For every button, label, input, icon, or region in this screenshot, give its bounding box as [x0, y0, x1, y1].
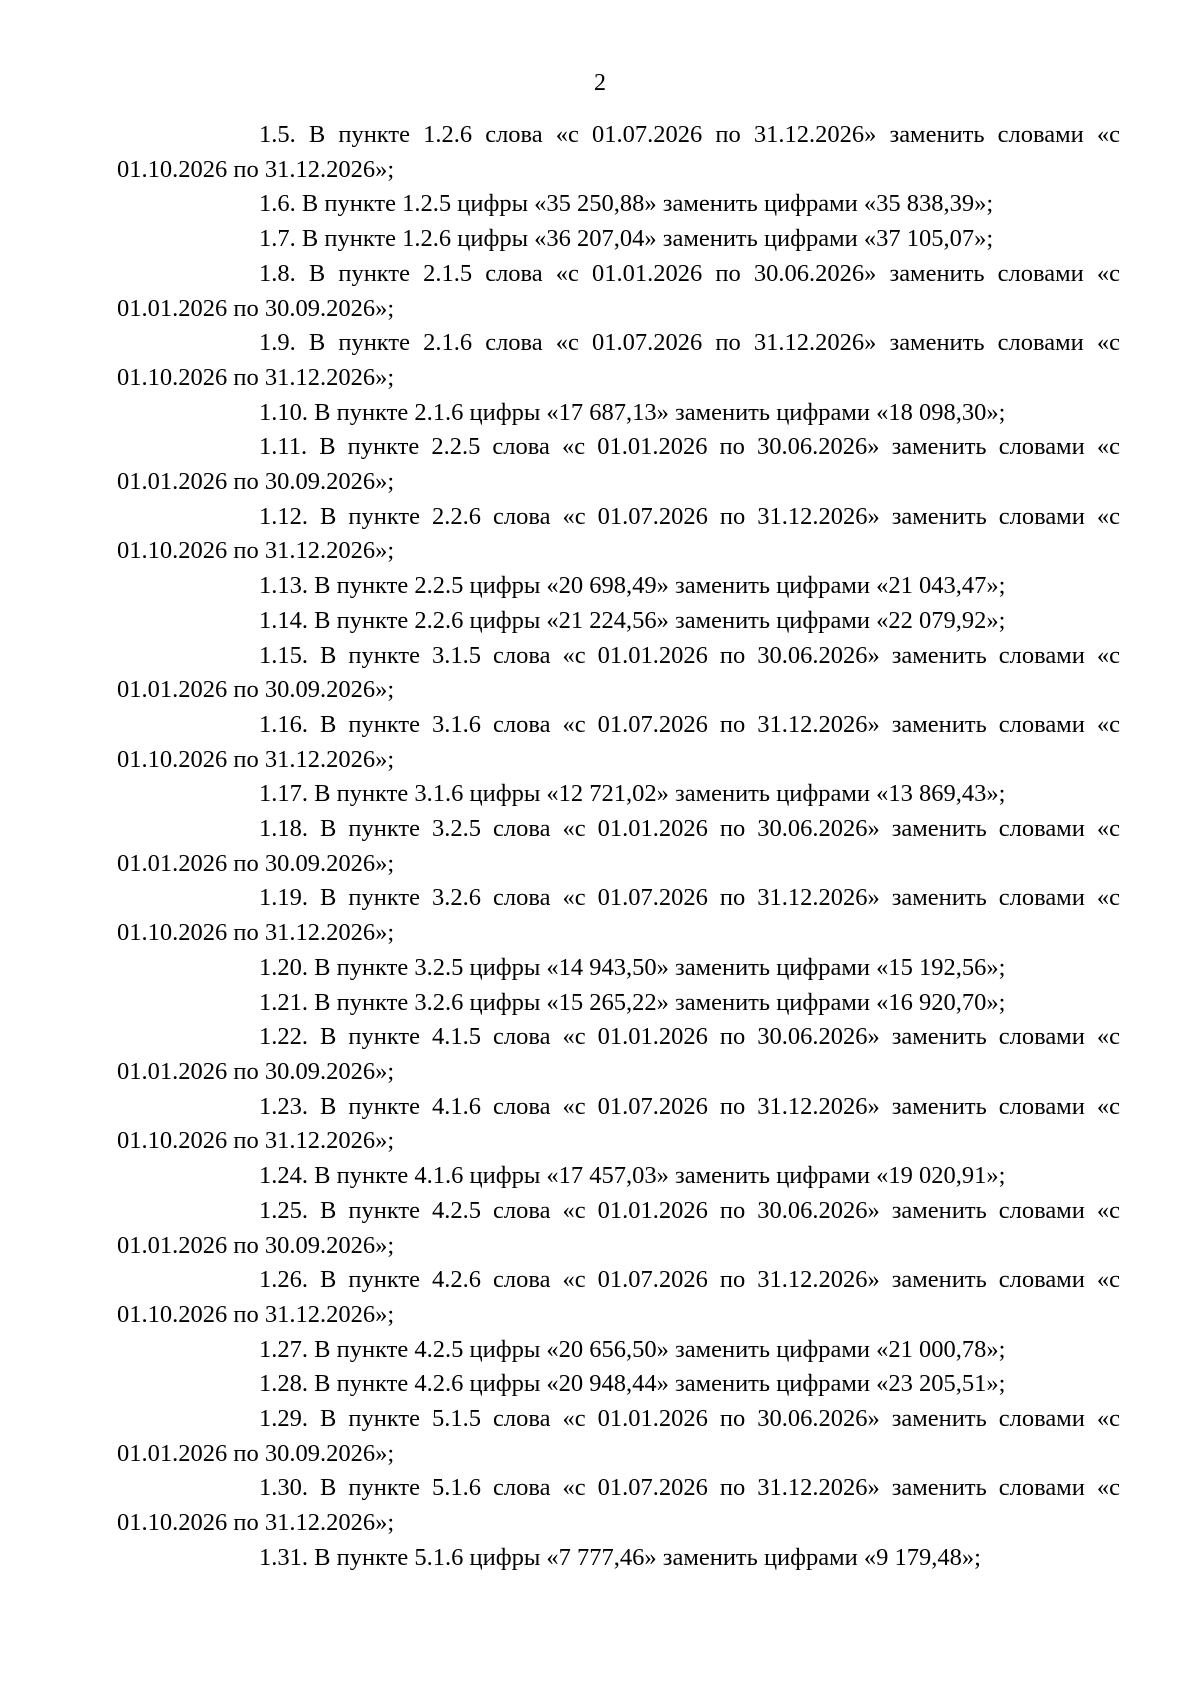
- item-number: 1.31.: [259, 1543, 308, 1571]
- item-text: В пункте 2.1.5 слова «с 01.01.2026 по 30.06.2026» заменить словами «с 01.01.2026 по 30.09.2026»;: [117, 259, 1120, 322]
- item-text: В пункте 2.1.6 цифры «17 687,13» заменить цифрами «18 098,30»;: [314, 398, 1006, 426]
- item-number: 1.21.: [259, 988, 308, 1016]
- item-text: В пункте 2.2.6 слова «с 01.07.2026 по 31.12.2026» заменить словами «с 01.10.2026 по 31.12.2026»;: [117, 502, 1120, 565]
- list-item: [117, 1194, 1120, 1263]
- item-text: В пункте 3.2.5 слова «с 01.01.2026 по 30.06.2026» заменить словами «с 01.01.2026 по 30.09.2026»;: [117, 815, 1120, 877]
- item-number: 1.20.: [259, 953, 308, 981]
- item-text: В пункте 2.1.6 слова «с 01.07.2026 по 31.12.2026» заменить словами «с 01.10.2026 по 31.12.2026»;: [117, 329, 1120, 391]
- list-item: [117, 430, 1120, 499]
- list-item: [117, 222, 1120, 257]
- item-text: В пункте 3.2.6 цифры «15 265,22» заменить цифрами «16 920,70»;: [314, 988, 1006, 1016]
- list-item: [117, 1541, 1120, 1576]
- item-number: 1.29.: [259, 1405, 308, 1433]
- item-number: 1.13.: [259, 572, 308, 600]
- item-number: 1.23.: [259, 1092, 308, 1120]
- item-text: В пункте 3.1.5 слова «с 01.01.2026 по 30.06.2026» заменить словами «с 01.01.2026 по 30.09.2026»;: [117, 641, 1120, 704]
- list-item: [117, 500, 1120, 569]
- list-item: [117, 951, 1120, 986]
- item-number: 1.30.: [259, 1474, 308, 1502]
- item-number: 1.28.: [259, 1370, 308, 1398]
- list-item: [117, 1090, 1120, 1159]
- item-number: 1.24.: [259, 1162, 308, 1190]
- item-number: 1.25.: [259, 1196, 308, 1224]
- page-number: 2: [594, 70, 606, 96]
- document-body: [117, 118, 1120, 1576]
- list-item: [117, 639, 1120, 708]
- item-number: 1.6.: [259, 190, 296, 218]
- list-item: [117, 326, 1120, 395]
- list-item: [117, 118, 1120, 187]
- item-text: В пункте 5.1.6 слова «с 01.07.2026 по 31.12.2026» заменить словами «с 01.10.2026 по 31.12.2026»;: [117, 1474, 1120, 1537]
- list-item: [117, 1402, 1120, 1471]
- item-number: 1.10.: [259, 398, 308, 426]
- item-text: В пункте 2.2.5 цифры «20 698,49» заменить цифрами «21 043,47»;: [314, 572, 1006, 600]
- list-item: [117, 812, 1120, 881]
- list-item: [117, 881, 1120, 950]
- list-item: [117, 187, 1120, 222]
- item-number: 1.27.: [259, 1335, 308, 1363]
- item-number: 1.8.: [259, 259, 296, 287]
- item-text: В пункте 4.1.6 слова «с 01.07.2026 по 31.12.2026» заменить словами «с 01.10.2026 по 31.12.2026»;: [117, 1092, 1120, 1155]
- item-number: 1.17.: [259, 780, 308, 808]
- list-item: [117, 1367, 1120, 1402]
- list-item: [117, 1471, 1120, 1540]
- item-text: В пункте 1.2.5 цифры «35 250,88» заменить цифрами «35 838,39»;: [301, 190, 994, 218]
- item-text: В пункте 1.2.6 слова «с 01.07.2026 по 31.12.2026» заменить словами «с 01.10.2026 по 31.12.2026»;: [117, 121, 1120, 183]
- item-text: В пункте 4.2.6 слова «с 01.07.2026 по 31.12.2026» заменить словами «с 01.10.2026 по 31.12.2026»;: [117, 1266, 1120, 1328]
- item-text: В пункте 3.2.5 цифры «14 943,50» заменить цифрами «15 192,56»;: [314, 953, 1006, 981]
- item-number: 1.14.: [259, 606, 308, 634]
- item-text: В пункте 2.2.5 слова «с 01.01.2026 по 30.06.2026» заменить словами «с 01.01.2026 по 30.09.2026»;: [117, 433, 1120, 496]
- item-text: В пункте 4.2.6 цифры «20 948,44» заменить цифрами «23 205,51»;: [314, 1370, 1006, 1398]
- item-number: 1.9.: [259, 329, 296, 357]
- list-item: [117, 569, 1120, 604]
- item-text: В пункте 1.2.6 цифры «36 207,04» заменить цифрами «37 105,07»;: [301, 225, 994, 253]
- item-number: 1.11.: [259, 433, 308, 461]
- item-number: 1.12.: [259, 502, 308, 530]
- item-number: 1.19.: [259, 884, 308, 912]
- item-number: 1.18.: [259, 815, 308, 843]
- item-text: В пункте 5.1.5 слова «с 01.01.2026 по 30.06.2026» заменить словами «с 01.01.2026 по 30.09.2026»;: [117, 1405, 1120, 1467]
- list-item: [117, 396, 1120, 431]
- list-item: [117, 604, 1120, 639]
- list-item: [117, 986, 1120, 1021]
- item-number: 1.16.: [259, 710, 308, 738]
- list-item: [117, 1333, 1120, 1368]
- item-text: В пункте 2.2.6 цифры «21 224,56» заменить цифрами «22 079,92»;: [314, 606, 1006, 634]
- item-text: В пункте 4.1.6 цифры «17 457,03» заменить цифрами «19 020,91»;: [314, 1162, 1006, 1190]
- item-text: В пункте 4.2.5 цифры «20 656,50» заменить цифрами «21 000,78»;: [314, 1335, 1006, 1363]
- item-number: 1.26.: [259, 1266, 308, 1294]
- item-text: В пункте 5.1.6 цифры «7 777,46» заменить цифрами «9 179,48»;: [314, 1543, 981, 1571]
- list-item: [117, 1263, 1120, 1332]
- item-text: В пункте 3.2.6 слова «с 01.07.2026 по 31.12.2026» заменить словами «с 01.10.2026 по 31.12.2026»;: [117, 884, 1120, 947]
- item-number: 1.22.: [259, 1023, 308, 1051]
- item-text: В пункте 3.1.6 цифры «12 721,02» заменить цифрами «13 869,43»;: [314, 780, 1006, 808]
- list-item: [117, 777, 1120, 812]
- item-text: В пункте 3.1.6 слова «с 01.07.2026 по 31.12.2026» заменить словами «с 01.10.2026 по 31.12.2026»;: [117, 710, 1120, 773]
- item-text: В пункте 4.2.5 слова «с 01.01.2026 по 30.06.2026» заменить словами «с 01.01.2026 по 30.09.2026»;: [117, 1196, 1120, 1259]
- item-number: 1.15.: [259, 641, 308, 669]
- list-item: [117, 1020, 1120, 1089]
- item-text: В пункте 4.1.5 слова «с 01.01.2026 по 30.06.2026» заменить словами «с 01.01.2026 по 30.09.2026»;: [117, 1023, 1120, 1085]
- list-item: [117, 257, 1120, 326]
- list-item: [117, 1159, 1120, 1194]
- item-number: 1.5.: [259, 121, 296, 148]
- item-number: 1.7.: [259, 225, 296, 253]
- list-item: [117, 708, 1120, 777]
